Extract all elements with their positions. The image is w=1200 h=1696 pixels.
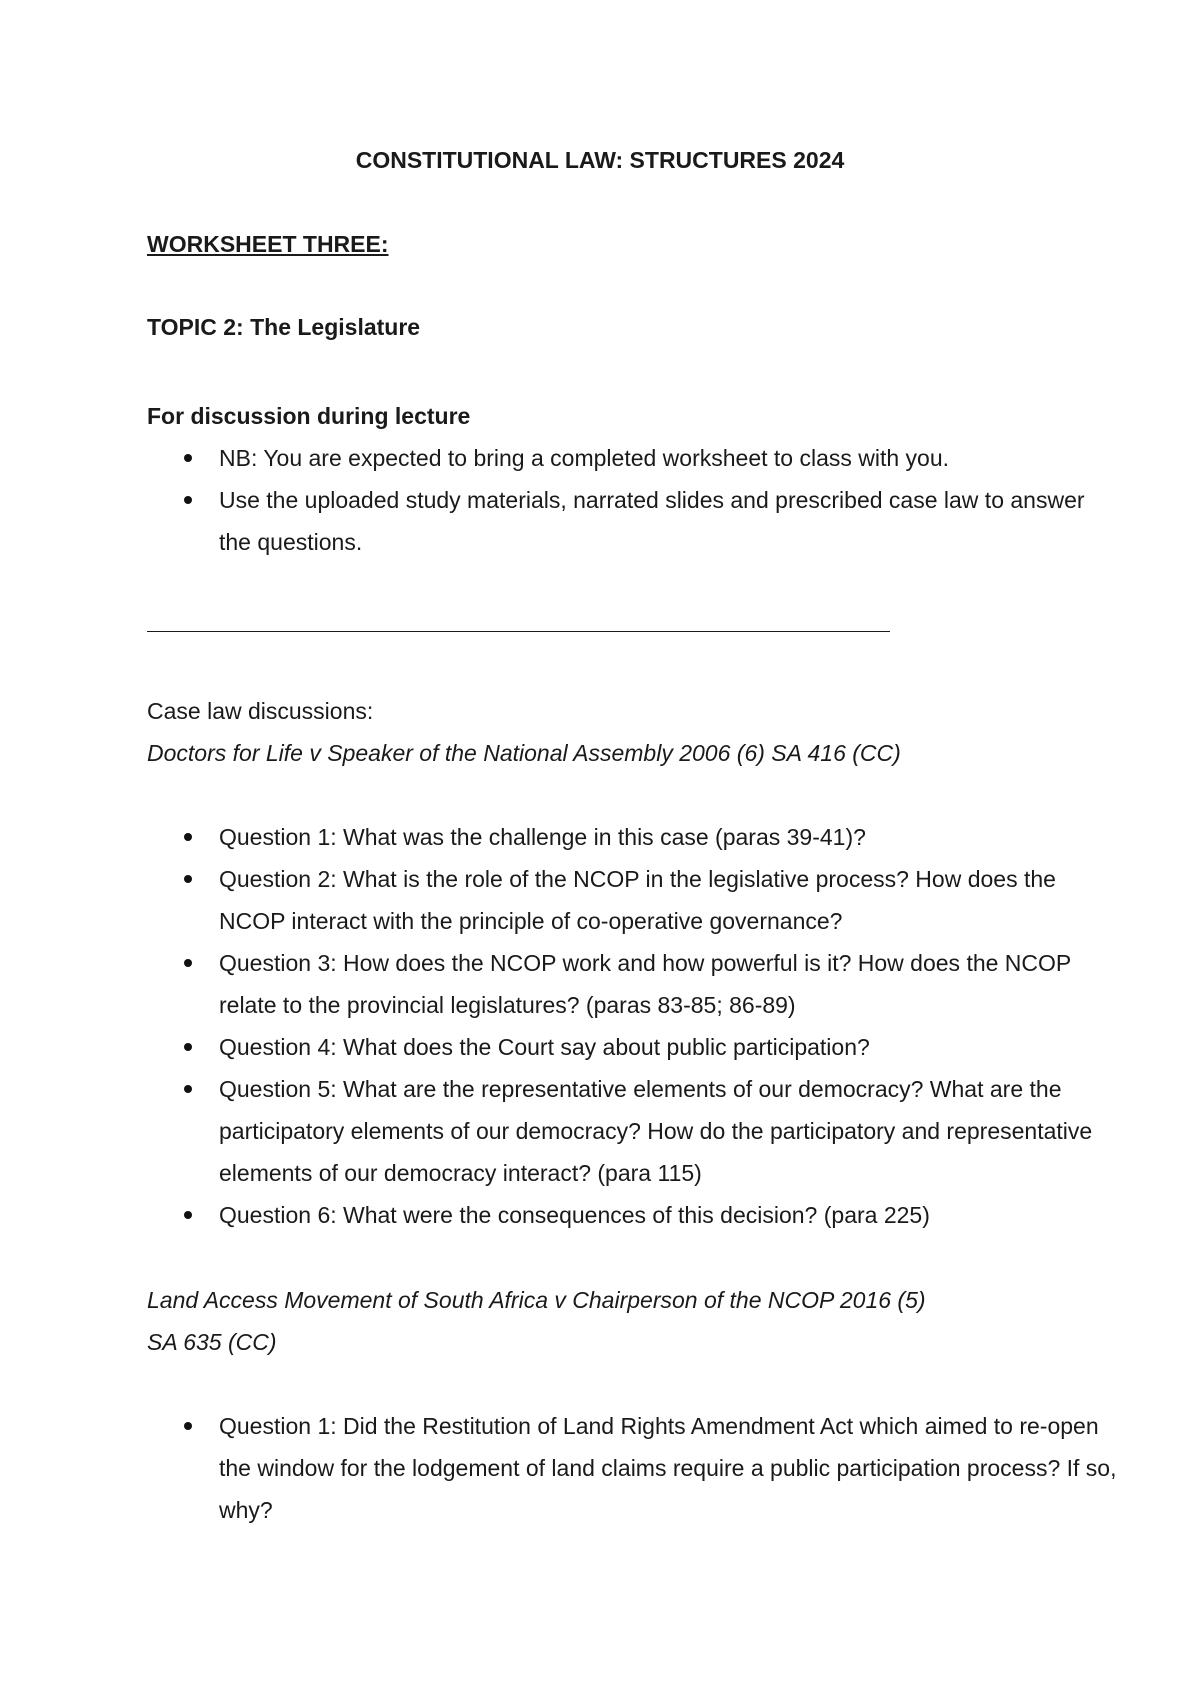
question-item: [0, 816, 1119, 858]
instruction-text: Use the uploaded study materials, narrated slides and prescribed case law to answer the questions.: [219, 487, 1085, 555]
case2-citation-line2: SA 635 (CC): [147, 1329, 277, 1355]
question-text: Question 6: What were the consequences of this decision? (para 225): [219, 1202, 930, 1228]
instruction-text: NB: You are expected to bring a completed worksheet to class with you.: [219, 445, 950, 471]
case2-citation-line1: Land Access Movement of South Africa v Chairperson of the NCOP 2016 (5): [147, 1287, 926, 1313]
question-item: [0, 1026, 1119, 1068]
question-text: Question 1: Did the Restitution of Land Rights Amendment Act which aimed to re-open the window for the lodgement of land claims require a public participation process? If so, why?: [219, 1413, 1117, 1523]
bullet-icon: [184, 959, 192, 967]
instruction-item: [0, 479, 1119, 563]
question-text: Question 5: What are the representative elements of our democracy? What are the participatory elements of our democracy? How do the participatory and representative elements of our democracy interact? (para 115): [219, 1076, 1093, 1186]
question-text: Question 4: What does the Court say about public participation?: [219, 1034, 870, 1060]
horizontal-rule: [147, 631, 890, 632]
question-text: Question 3: How does the NCOP work and how powerful is it? How does the NCOP relate to the provincial legislatures? (paras 83-85; 86-89): [219, 950, 1071, 1018]
document-title: CONSTITUTIONAL LAW: STRUCTURES 2024: [355, 147, 845, 173]
bullet-icon: [184, 1043, 192, 1051]
question-item: [0, 1068, 1119, 1194]
question-item: [0, 858, 1119, 942]
question-text: Question 1: What was the challenge in this case (paras 39-41)?: [219, 824, 866, 850]
discussion-heading: For discussion during lecture: [147, 403, 471, 429]
question-item: [0, 1194, 1119, 1236]
case1-citation: Doctors for Life v Speaker of the National Assembly 2006 (6) SA 416 (CC): [147, 740, 901, 766]
question-item: [0, 942, 1119, 1026]
question-text: Question 2: What is the role of the NCOP in the legislative process? How does the NCOP interact with the principle of co-operative governance?: [219, 866, 1056, 934]
instruction-item: [0, 437, 1119, 479]
bullet-icon: [184, 496, 192, 504]
case2-questions: [0, 1405, 1200, 1531]
bullet-icon: [184, 1211, 192, 1219]
bullet-icon: [184, 833, 192, 841]
bullet-icon: [184, 1085, 192, 1093]
topic-heading: TOPIC 2: The Legislature: [147, 314, 421, 340]
case1-questions: [0, 816, 1200, 1236]
case-law-heading: Case law discussions:: [147, 698, 374, 724]
instructions-list: [0, 437, 1200, 563]
bullet-icon: [184, 875, 192, 883]
bullet-icon: [184, 454, 192, 462]
bullet-icon: [184, 1422, 192, 1430]
question-item: [0, 1405, 1119, 1531]
worksheet-label: WORKSHEET THREE:: [147, 231, 389, 257]
